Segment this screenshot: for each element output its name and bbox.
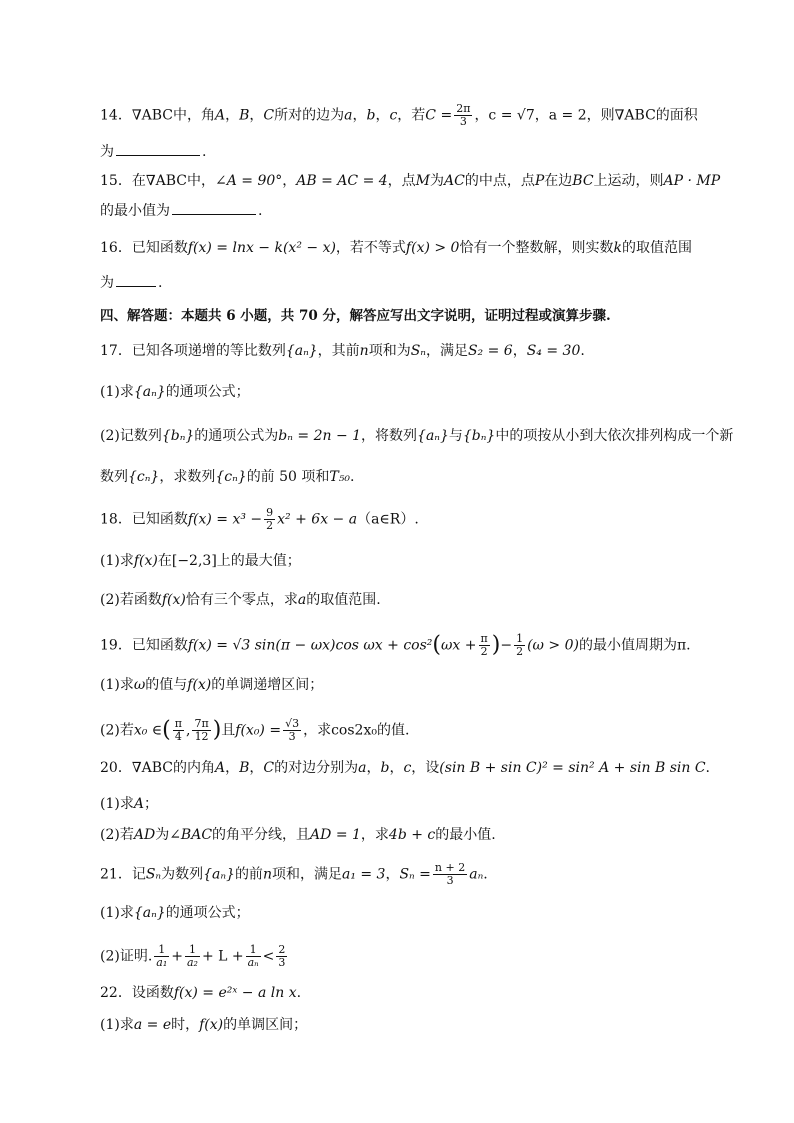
- q20-p2-angle: ∠BAC: [169, 827, 213, 843]
- q15-triangle: ∇ABC: [145, 173, 187, 189]
- q21-p2-frac1: [154, 944, 169, 969]
- q19-minus: −: [500, 637, 513, 654]
- q19-part2: [100, 718, 700, 743]
- q16-text4: 的取值范围: [621, 240, 692, 256]
- q17-p2-text5: 中的项按从小到大依次排列构成一个新: [495, 428, 734, 444]
- q14-sep2: ，: [249, 107, 264, 124]
- q14-text4: ，则: [586, 107, 615, 124]
- q17-text6: .: [580, 343, 585, 359]
- q17-p1-text2: 的通项公式；: [165, 384, 250, 400]
- q21-p2-frac4-den: 3: [278, 956, 286, 969]
- q14-B: B: [239, 107, 250, 124]
- q19-condition: (ω > 0): [527, 637, 579, 654]
- q21-p2-frac1-den: a₁: [156, 956, 168, 969]
- q20-text1: 的内角: [172, 760, 215, 776]
- q15-vector-product: AP · MP: [663, 173, 721, 189]
- q18-fx-a: f(x) = x³ −: [187, 511, 263, 528]
- q20-p1-text: (1)求: [100, 796, 134, 812]
- q14-frac-den: 3: [459, 115, 467, 128]
- q17-p2-bn: {bₙ}: [161, 428, 195, 444]
- q19-p2-frac2: [192, 718, 210, 743]
- q14-a-eq: ，a = 2: [534, 107, 587, 124]
- q20-triangle: ∇ABC: [131, 760, 173, 776]
- q19-p2-x0: x₀ ∈: [133, 722, 163, 739]
- q19-p1-f: f(x): [187, 677, 212, 693]
- q21-p2-frac2: [185, 944, 200, 969]
- q19-frac2-num: 1: [516, 632, 524, 645]
- q14-sep4: ，: [375, 107, 390, 124]
- q21-p2-plus1: +: [171, 948, 183, 965]
- q21-p2-frac2-num: 1: [185, 944, 200, 957]
- q14-frac-num: 2π: [456, 102, 471, 115]
- q15-angle: ∠A = 90°: [214, 173, 283, 189]
- q19-p2-frac1-den: 4: [174, 730, 182, 743]
- q14-text2: 所对的边为: [274, 107, 345, 124]
- q15-M: M: [415, 173, 431, 189]
- q14-triangle2: ∇ABC: [614, 107, 656, 124]
- q19-line1: [100, 633, 700, 658]
- q19-p2-frac3-num: √3: [285, 717, 300, 730]
- q18-frac-den: 2: [266, 519, 274, 532]
- q14-line2: [100, 142, 700, 162]
- q20-sep2: ，: [249, 760, 264, 776]
- q19-p2-text2: 且: [221, 722, 236, 739]
- q21-p2-frac3-num: 1: [246, 944, 261, 957]
- q21-fraction: [433, 862, 467, 887]
- q14-sep3: ，: [352, 107, 367, 124]
- q14-fraction: [454, 103, 472, 128]
- q16-line1: [100, 238, 700, 258]
- q14-text1: 中，角: [172, 107, 215, 124]
- q19-p2-frac1-num: π: [174, 717, 182, 730]
- q17-p2-cn2: {cₙ}: [215, 469, 247, 485]
- q17-part2-line1: [100, 426, 734, 446]
- q21-text5: ，: [385, 866, 400, 883]
- q15-P: P: [534, 173, 545, 189]
- q20-text3: ，设: [411, 760, 440, 776]
- q20-part2: [100, 825, 700, 845]
- q21-line1: [100, 862, 700, 887]
- q16-k: k: [613, 240, 622, 256]
- q19-frac2-den: 2: [516, 645, 524, 658]
- q15-end: .: [258, 203, 263, 219]
- q18-part1: [100, 551, 700, 571]
- q21-p2-lt: <: [262, 948, 275, 965]
- q22-p1-text1: (1)求: [100, 1017, 134, 1033]
- q17-p1-text1: (1)求: [100, 384, 134, 400]
- q15-text1: 中，: [186, 173, 215, 189]
- q20-part1: [100, 794, 700, 814]
- q17-p2-end: .: [349, 469, 355, 485]
- q21-an: {aₙ}: [203, 866, 235, 883]
- q19-frac1-num: π: [480, 632, 488, 645]
- q19-paren-left: (: [432, 632, 441, 658]
- q16-end: .: [158, 275, 163, 291]
- q18-line1: [100, 507, 700, 532]
- q16-inequality: f(x) > 0: [405, 240, 460, 256]
- q19-p1-omega: ω: [133, 677, 146, 693]
- q19-paren-right: ): [491, 632, 501, 658]
- q16-line2: [100, 273, 700, 293]
- q20-A: A: [214, 760, 226, 776]
- q14-A: A: [214, 107, 226, 124]
- q20-p2-text4: ，求: [360, 827, 389, 843]
- q21-p2-text: (2)证明.: [100, 948, 153, 965]
- q19-p2-paren-left: (: [162, 717, 171, 743]
- q18-part2: [100, 590, 700, 610]
- q21-text1: 21．记: [100, 866, 146, 883]
- q20-p2-text1: (2)若: [100, 827, 134, 843]
- q14-number: 14．: [100, 107, 132, 124]
- q21-p1-text2: 的通项公式；: [165, 905, 250, 921]
- q17-p2-cn: {cₙ}: [128, 469, 160, 485]
- q20-sep4: ，: [389, 760, 404, 776]
- q19-pi: π: [676, 637, 687, 654]
- q19-fx-a: f(x) = √3 sin(π − ωx)cos ωx + cos²: [187, 637, 433, 654]
- q21-n: n: [262, 866, 272, 883]
- q14-text5: 的面积: [655, 107, 698, 124]
- q19-end: .: [686, 637, 691, 654]
- q21-frac-den: 3: [446, 874, 454, 887]
- q18-p2-f: f(x): [161, 592, 186, 608]
- q14-b: b: [366, 107, 376, 124]
- q16-text2: ，若不等式: [335, 240, 406, 256]
- q18-p2-text1: (2)若函数: [100, 592, 162, 608]
- q20-text2: 的对边分别为: [274, 760, 359, 776]
- q22-p1-cond: a = e: [133, 1017, 172, 1033]
- q18-fx-b: x² + 6x − a: [277, 511, 358, 528]
- q17-p2-l2-text2: ，求数列: [159, 469, 216, 485]
- q20-number: 20．: [100, 760, 132, 776]
- q17-S2: S₂ = 6: [467, 343, 513, 359]
- q17-p2-text2: 的通项公式为: [194, 428, 279, 444]
- q16-text3: 恰有一个整数解，则实数: [459, 240, 614, 256]
- q15-text5: 的中点，点: [464, 173, 535, 189]
- q21-p2-frac2-den: a₂: [186, 956, 198, 969]
- q20-p2-expr: 4b + c: [388, 827, 436, 843]
- q20-p2-text2: 为: [155, 827, 170, 843]
- q22-p1-text3: 的单调区间；: [223, 1017, 308, 1033]
- q15-text7: 上运动，则: [593, 173, 664, 189]
- q14-C-eq: C =: [425, 107, 453, 124]
- q17-line1: [100, 341, 700, 361]
- q14-line2-text: 为: [100, 144, 114, 160]
- q18-p1-interval: [−2,3]: [171, 553, 217, 569]
- q14-end: .: [202, 144, 207, 160]
- q21-p2-frac1-num: 1: [154, 944, 169, 957]
- q19-p2-frac3-den: 3: [288, 730, 296, 743]
- q15-line2-text: 的最小值为: [100, 203, 170, 219]
- q17-p2-text4: 与: [448, 428, 463, 444]
- q21-p2-plus2: + L +: [201, 948, 244, 965]
- q21-part2: [100, 944, 700, 969]
- q17-text3: 项和为: [368, 343, 411, 359]
- q21-Sn-eq: Sₙ =: [399, 866, 431, 883]
- q16-function: f(x) = lnx − k(x² − x): [187, 240, 336, 256]
- q19-p1-text1: (1)求: [100, 677, 134, 693]
- q21-p2-frac3: [246, 944, 261, 969]
- q18-p1-text3: 上的最大值；: [216, 553, 301, 569]
- q15-text6: 在边: [544, 173, 573, 189]
- q20-sep1: ，: [225, 760, 240, 776]
- q14-c-eq: ，c = √7: [474, 107, 535, 124]
- q17-part2-line2: [100, 467, 700, 487]
- q20-p2-eq: AD = 1: [310, 827, 361, 843]
- q21-end: .: [483, 866, 488, 883]
- q22-text1: 22．设函数: [100, 985, 174, 1001]
- q19-p2-text3: ，求: [303, 722, 332, 739]
- q19-frac1-den: 2: [480, 645, 488, 658]
- q14-line1: [100, 103, 700, 128]
- q20-b: b: [380, 760, 390, 776]
- q17-text2: ，其前: [317, 343, 360, 359]
- q20-B: B: [239, 760, 250, 776]
- q15-BC: BC: [572, 173, 594, 189]
- q17-S4: S₄ = 30: [526, 343, 581, 359]
- q21-p2-frac3-den: aₙ: [247, 956, 259, 969]
- q19-part1: [100, 675, 700, 695]
- q20-line1: [100, 758, 710, 778]
- q14-text3: ，若: [397, 107, 426, 124]
- q17-p2-text3: ，将数列: [361, 428, 418, 444]
- q17-text5: ，: [512, 343, 527, 359]
- q16-line2-text: 为: [100, 275, 114, 291]
- q16-answer-blank[interactable]: [116, 274, 156, 287]
- q18-p1-text1: (1)求: [100, 553, 134, 569]
- q19-fraction2: [514, 633, 525, 658]
- q14-c: c: [389, 107, 398, 124]
- q21-part1: [100, 903, 700, 923]
- q20-equation: (sin B + sin C)² = sin² A + sin B sin C: [439, 760, 706, 776]
- q19-text2: 的最小值周期为: [578, 637, 677, 654]
- q17-an: {aₙ}: [285, 343, 318, 359]
- q18-condition: （a∈R）: [357, 511, 415, 528]
- q16-text1: 16．已知函数: [100, 240, 188, 256]
- q19-p2-text1: (2)若: [100, 722, 134, 739]
- q15-answer-blank[interactable]: [172, 202, 256, 215]
- q18-frac-num: 9: [266, 506, 274, 519]
- q19-p2-comma: ,: [186, 722, 191, 739]
- q21-an2: aₙ: [469, 866, 484, 883]
- q15-AC: AC: [444, 173, 465, 189]
- q18-p2-a: a: [297, 592, 307, 608]
- q18-p2-text3: 的取值范围.: [306, 592, 381, 608]
- q21-text3: 的前: [234, 866, 263, 883]
- q18-fraction: [264, 507, 275, 532]
- q20-end: .: [705, 760, 710, 776]
- q15-number: 15．在: [100, 173, 146, 189]
- q17-Sn: Sₙ: [410, 343, 426, 359]
- q17-p2-bn2: {bₙ}: [462, 428, 496, 444]
- q17-text4: ，满足: [425, 343, 468, 359]
- q20-p2-text5: 的最小值.: [435, 827, 496, 843]
- q17-p2-T50: T₅₀: [329, 469, 350, 485]
- q19-fraction1: [479, 633, 490, 658]
- q20-C: C: [263, 760, 275, 776]
- q19-fx-b: ωx +: [441, 637, 477, 654]
- q17-n: n: [359, 343, 369, 359]
- q19-p2-frac1: [173, 718, 184, 743]
- q17-text1: 17．已知各项递增的等比数列: [100, 343, 286, 359]
- q21-p2-frac4: [276, 944, 287, 969]
- q20-a: a: [358, 760, 367, 776]
- q19-p1-text2: 的值与: [145, 677, 188, 693]
- q20-p2-text3: 的角平分线，且: [212, 827, 311, 843]
- q22-function: f(x) = e²ˣ − a ln x: [173, 985, 297, 1001]
- q21-p2-frac4-num: 2: [278, 943, 286, 956]
- q19-p2-cos: cos2x₀: [331, 722, 377, 739]
- section-heading: 四、解答题：本题共 6 小题，共 70 分，解答应写出文字说明，证明过程或演算步骤.: [100, 308, 611, 324]
- q20-p1-A: A: [133, 796, 144, 812]
- q17-p2-bn-formula: bₙ = 2n − 1: [278, 428, 362, 444]
- q21-frac-num: n + 2: [434, 861, 466, 874]
- q17-p2-text1: (2)记数列: [100, 428, 162, 444]
- q18-text1: 18．已知函数: [100, 511, 188, 528]
- q21-Sn: Sₙ: [145, 866, 162, 883]
- q15-sides: AB = AC = 4: [296, 173, 388, 189]
- q15-text2: ，: [282, 173, 297, 189]
- q22-p1-text2: 时，: [171, 1017, 200, 1033]
- q15-text3: ，点: [387, 173, 416, 189]
- q18-p2-text2: 恰有三个零点，求: [185, 592, 298, 608]
- q21-text2: 为数列: [161, 866, 204, 883]
- q20-c: c: [403, 760, 412, 776]
- q21-text4: 项和，满足: [271, 866, 342, 883]
- q14-answer-blank[interactable]: [116, 143, 200, 156]
- q22-part1: [100, 1015, 700, 1035]
- q15-text4: 为: [430, 173, 445, 189]
- q21-p1-text1: (1)求: [100, 905, 134, 921]
- q17-p2-l2-text1: 数列: [100, 469, 128, 485]
- q19-p2-text4: 的值.: [376, 722, 410, 739]
- q18-end: .: [414, 511, 419, 528]
- q19-p2-frac2-den: 12: [194, 730, 209, 743]
- q20-p1-end: ；: [143, 796, 158, 812]
- q22-line1: [100, 983, 700, 1003]
- q21-a1: a₁ = 3: [341, 866, 386, 883]
- q20-sep3: ，: [366, 760, 381, 776]
- q19-p2-frac3: [283, 718, 301, 743]
- q14-C: C: [263, 107, 275, 124]
- q18-p1-text2: 在: [157, 553, 172, 569]
- q17-part1: [100, 382, 700, 402]
- q18-p1-f: f(x): [133, 553, 158, 569]
- q14-sep1: ，: [225, 107, 240, 124]
- q19-p2-frac2-num: 7π: [194, 717, 209, 730]
- q17-p1-an: {aₙ}: [133, 384, 166, 400]
- q17-p2-an: {aₙ}: [417, 428, 449, 444]
- q15-line2: [100, 201, 700, 221]
- q22-p1-f: f(x): [199, 1017, 224, 1033]
- q21-p1-an: {aₙ}: [133, 905, 166, 921]
- q14-triangle: ∇ABC: [131, 107, 173, 124]
- q19-p2-f: f(x₀) =: [235, 722, 282, 739]
- q19-p1-text3: 的单调递增区间；: [211, 677, 324, 693]
- q15-line1: [100, 171, 721, 191]
- q22-end: .: [296, 985, 302, 1001]
- q20-p2-AD: AD: [133, 827, 156, 843]
- q19-text1: 19．已知函数: [100, 637, 188, 654]
- q14-a: a: [344, 107, 353, 124]
- q17-p2-l2-text3: 的前 50 项和: [246, 469, 330, 485]
- q19-p2-paren-right: ): [212, 717, 222, 743]
